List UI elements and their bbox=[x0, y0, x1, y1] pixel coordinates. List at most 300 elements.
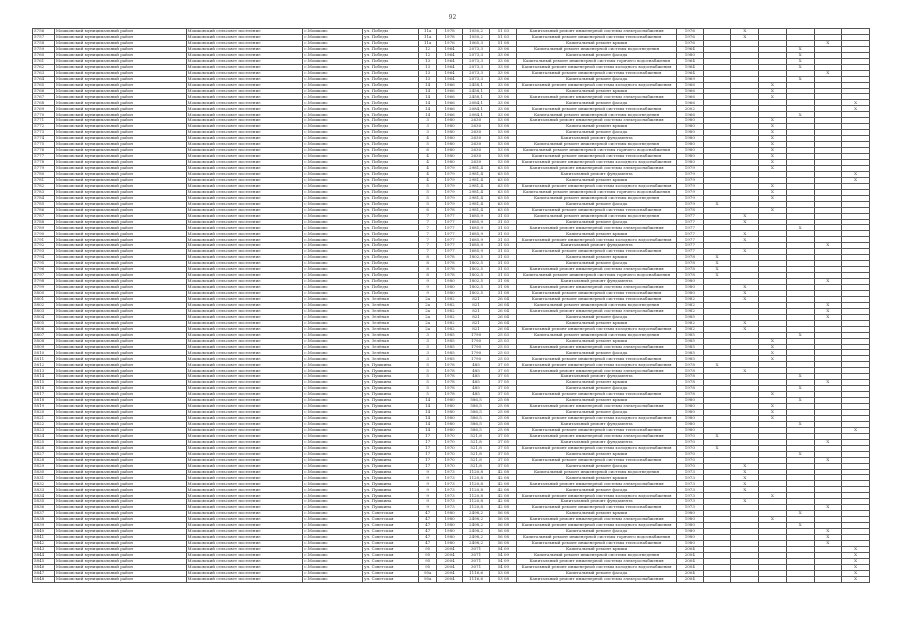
cell-residents: 26 04 bbox=[490, 320, 517, 326]
cell-settlement: Мошковский сельсовет поселение bbox=[186, 546, 303, 552]
cell-settlement: Мошковский сельсовет поселение bbox=[186, 165, 303, 171]
cell-locality: с.Мошково bbox=[303, 64, 363, 70]
cell-municipality: Мошковский муниципальный район bbox=[54, 564, 186, 570]
cell-street: ул. Победы bbox=[363, 273, 419, 279]
cell-settlement: Мошковский сельсовет поселение bbox=[186, 219, 303, 225]
cell-mark-col-1 bbox=[703, 576, 731, 582]
cell-residents: 33 06 bbox=[490, 100, 517, 106]
cell-settlement: Мошковский сельсовет поселение bbox=[186, 40, 303, 46]
cell-year: 2004 bbox=[676, 546, 703, 552]
cell-area: 1120,8 bbox=[462, 475, 490, 481]
cell-house-number: 47 bbox=[418, 535, 437, 541]
cell-settlement: Мошковский сельсовет поселение bbox=[186, 58, 303, 64]
cell-work-type: Капитальный ремонт инженерной системы теплоснабжения bbox=[517, 356, 677, 362]
cell-house-number: 6 bbox=[418, 148, 437, 154]
cell-municipality: Мошковский муниципальный район bbox=[54, 439, 186, 445]
cell-area: 1685,9 bbox=[462, 243, 490, 249]
cell-street: ул. Пушкина bbox=[363, 499, 419, 505]
cell-locality: с.Мошково bbox=[303, 58, 363, 64]
cell-area: 1790 bbox=[462, 344, 490, 350]
cell-street: ул. Победы bbox=[363, 249, 419, 255]
cell-row-number: 5827 bbox=[33, 451, 55, 457]
cell-work-type: Капитальный ремонт инженерной системы теплоснабжения bbox=[517, 207, 677, 213]
cell-build-year: 2004 bbox=[437, 576, 462, 582]
cell-mark-col-3: X bbox=[759, 118, 787, 124]
cell-row-number: 5757 bbox=[33, 34, 55, 40]
cell-mark-col-4: X bbox=[786, 76, 814, 82]
cell-area: 2498,2 bbox=[462, 529, 490, 535]
cell-house-number: 14 bbox=[418, 88, 437, 94]
cell-mark-col-4: X bbox=[786, 386, 814, 392]
cell-settlement: Мошковский сельсовет поселение bbox=[186, 29, 303, 35]
cell-street: ул. Победы bbox=[363, 52, 419, 58]
cell-area: 821 bbox=[462, 296, 490, 302]
cell-build-year: 1985 bbox=[437, 332, 462, 338]
cell-area: 1802,5 bbox=[462, 273, 490, 279]
cell-year: 1980 bbox=[676, 136, 703, 142]
cell-settlement: Мошковский сельсовет поселение bbox=[186, 70, 303, 76]
cell-mark-col-3: X bbox=[759, 159, 787, 165]
cell-build-year: 1970 bbox=[437, 433, 462, 439]
cell-work-type: Капитальный ремонт фасада bbox=[517, 100, 677, 106]
repair-register-table bbox=[32, 28, 870, 583]
cell-build-year: 1964 bbox=[437, 58, 462, 64]
cell-area: 521,8 bbox=[462, 445, 490, 451]
cell-area: 3071 bbox=[462, 558, 490, 564]
cell-row-number: 5770 bbox=[33, 112, 55, 118]
cell-build-year: 1978 bbox=[437, 362, 462, 368]
cell-municipality: Мошковский муниципальный район bbox=[54, 380, 186, 386]
cell-year: 1979 bbox=[676, 195, 703, 201]
cell-settlement: Мошковский сельсовет поселение bbox=[186, 511, 303, 517]
cell-work-type: Капитальный ремонт фасада bbox=[517, 410, 677, 416]
cell-municipality: Мошковский муниципальный район bbox=[54, 231, 186, 237]
cell-row-number: 5785 bbox=[33, 201, 55, 207]
cell-mark-col-3: X bbox=[759, 189, 787, 195]
cell-area: 586,5 bbox=[462, 415, 490, 421]
cell-mark-col-2: X bbox=[731, 231, 759, 237]
cell-area: 1802,5 bbox=[462, 267, 490, 273]
cell-work-type: Капитальный ремонт фасада bbox=[517, 487, 677, 493]
cell-work-type: Капитальный ремонт инженерной системы холодного водоснабжения bbox=[517, 237, 677, 243]
cell-residents: 54 09 bbox=[490, 552, 517, 558]
cell-work-type: Капитальный ремонт инженерной системы теплоснабжения bbox=[517, 249, 677, 255]
cell-year: 1980 bbox=[676, 523, 703, 529]
cell-build-year: 1980 bbox=[437, 142, 462, 148]
cell-build-year: 1978 bbox=[437, 380, 462, 386]
cell-work-type: Капитальный ремонт инженерной системы теплоснабжения bbox=[517, 296, 677, 302]
cell-municipality: Мошковский муниципальный район bbox=[54, 540, 186, 546]
cell-house-number: 14 bbox=[418, 112, 437, 118]
cell-area: 2084,1 bbox=[462, 106, 490, 112]
cell-municipality: Мошковский муниципальный район bbox=[54, 445, 186, 451]
cell-row-number: 5848 bbox=[33, 576, 55, 582]
cell-locality: с.Мошково bbox=[303, 368, 363, 374]
cell-street: ул. Зелёная bbox=[363, 344, 419, 350]
cell-residents: 33 06 bbox=[490, 82, 517, 88]
cell-row-number: 5822 bbox=[33, 421, 55, 427]
cell-work-type: Капитальный ремонт инженерной системы водоотведения bbox=[517, 552, 677, 558]
cell-locality: с.Мошково bbox=[303, 576, 363, 582]
cell-build-year: 1985 bbox=[437, 356, 462, 362]
cell-locality: с.Мошково bbox=[303, 100, 363, 106]
cell-street: ул. Зелёная bbox=[363, 338, 419, 344]
cell-build-year: 2004 bbox=[437, 564, 462, 570]
cell-residents: 37 05 bbox=[490, 451, 517, 457]
cell-mark-col-4: X bbox=[786, 58, 814, 64]
cell-mark-col-2: X bbox=[731, 499, 759, 505]
cell-work-type: Капитальный ремонт фасада bbox=[517, 76, 677, 82]
cell-year: 1982 bbox=[676, 320, 703, 326]
cell-settlement: Мошковский сельсовет поселение bbox=[186, 463, 303, 469]
cell-settlement: Мошковский сельсовет поселение bbox=[186, 64, 303, 70]
cell-row-number: 5767 bbox=[33, 94, 55, 100]
cell-year: 1978 bbox=[676, 374, 703, 380]
cell-area: 485 bbox=[462, 386, 490, 392]
cell-build-year: 1978 bbox=[437, 261, 462, 267]
cell-street: ул. Победы bbox=[363, 243, 419, 249]
cell-mark-col-3: X bbox=[759, 124, 787, 130]
cell-residents: 37 05 bbox=[490, 374, 517, 380]
cell-house-number: 95 bbox=[418, 558, 437, 564]
cell-year: 1980 bbox=[676, 154, 703, 160]
cell-row-number: 5794 bbox=[33, 255, 55, 261]
cell-house-number: 2а bbox=[418, 308, 437, 314]
cell-settlement: Мошковский сельсовет поселение bbox=[186, 356, 303, 362]
cell-work-type: Капитальный ремонт фундамента bbox=[517, 279, 677, 285]
cell-street: ул. Победы bbox=[363, 171, 419, 177]
cell-area: 1802,5 bbox=[462, 255, 490, 261]
cell-area: 2630 bbox=[462, 118, 490, 124]
cell-work-type: Капитальный ремонт инженерной системы электроснабжения bbox=[517, 344, 677, 350]
cell-settlement: Мошковский сельсовет поселение bbox=[186, 118, 303, 124]
cell-residents: 37 05 bbox=[490, 362, 517, 368]
cell-house-number: 2а bbox=[418, 314, 437, 320]
cell-residents: 54 09 bbox=[490, 558, 517, 564]
cell-year: 1966 bbox=[676, 112, 703, 118]
cell-street: ул. Пушкина bbox=[363, 421, 419, 427]
cell-area: 821 bbox=[462, 314, 490, 320]
cell-locality: с.Мошково bbox=[303, 552, 363, 558]
cell-work-type: Капитальный ремонт инженерной системы горячего водоснабжения bbox=[517, 273, 677, 279]
cell-municipality: Мошковский муниципальный район bbox=[54, 427, 186, 433]
cell-locality: с.Мошково bbox=[303, 142, 363, 148]
cell-settlement: Мошковский сельсовет поселение bbox=[186, 136, 303, 142]
cell-settlement: Мошковский сельсовет поселение bbox=[186, 308, 303, 314]
cell-row-number: 5843 bbox=[33, 546, 55, 552]
cell-municipality: Мошковский муниципальный район bbox=[54, 279, 186, 285]
cell-municipality: Мошковский муниципальный район bbox=[54, 344, 186, 350]
cell-residents: 25 03 bbox=[490, 356, 517, 362]
cell-mark-col-4: X bbox=[786, 332, 814, 338]
cell-work-type: Капитальный ремонт инженерной системы холодного водоснабжения bbox=[517, 493, 677, 499]
cell-house-number: 9 bbox=[418, 475, 437, 481]
cell-work-type: Капитальный ремонт инженерной системы водоотведения bbox=[517, 213, 677, 219]
cell-residents: 37 05 bbox=[490, 439, 517, 445]
cell-area: 485 bbox=[462, 374, 490, 380]
cell-build-year: 1964 bbox=[437, 64, 462, 70]
cell-street: ул. Победы bbox=[363, 136, 419, 142]
cell-residents: 51 08 bbox=[490, 40, 517, 46]
cell-work-type: Капитальный ремонт фасада bbox=[517, 201, 677, 207]
cell-residents: 31 03 bbox=[490, 273, 517, 279]
cell-house-number: 14 bbox=[418, 100, 437, 106]
cell-house-number: 17 bbox=[418, 445, 437, 451]
cell-area: 2981,4 bbox=[462, 171, 490, 177]
cell-residents: 31 03 bbox=[490, 213, 517, 219]
cell-area: 2084,1 bbox=[462, 112, 490, 118]
cell-locality: с.Мошково bbox=[303, 219, 363, 225]
cell-mark-col-3: X bbox=[759, 148, 787, 154]
cell-area: 1116,6 bbox=[462, 576, 490, 582]
cell-year: 1980 bbox=[676, 427, 703, 433]
cell-mark-col-3: X bbox=[759, 154, 787, 160]
cell-year: 2004 bbox=[676, 570, 703, 576]
cell-build-year: 1977 bbox=[437, 237, 462, 243]
cell-residents: 56 08 bbox=[490, 511, 517, 517]
cell-locality: с.Мошково bbox=[303, 481, 363, 487]
cell-work-type: Капитальный ремонт инженерной системы электроснабжения bbox=[517, 225, 677, 231]
cell-mark-col-3: X bbox=[759, 404, 787, 410]
cell-house-number: 5 bbox=[418, 142, 437, 148]
cell-row-number: 5782 bbox=[33, 183, 55, 189]
cell-mark-col-3: X bbox=[759, 338, 787, 344]
cell-year: 1980 bbox=[676, 284, 703, 290]
cell-work-type: Капитальный ремонт крыши bbox=[517, 546, 677, 552]
cell-work-type: Капитальный ремонт инженерной системы холодного водоснабжения bbox=[517, 445, 677, 451]
cell-area: 1685,9 bbox=[462, 249, 490, 255]
cell-municipality: Мошковский муниципальный район bbox=[54, 100, 186, 106]
cell-residents: 33 06 bbox=[490, 76, 517, 82]
cell-house-number: 5 bbox=[418, 362, 437, 368]
cell-row-number: 5819 bbox=[33, 404, 55, 410]
cell-work-type: Капитальный ремонт инженерной системы электроснабжения bbox=[517, 118, 677, 124]
cell-municipality: Мошковский муниципальный район bbox=[54, 255, 186, 261]
cell-area: 821 bbox=[462, 302, 490, 308]
cell-settlement: Мошковский сельсовет поселение bbox=[186, 505, 303, 511]
cell-residents: 63 05 bbox=[490, 201, 517, 207]
cell-house-number: 3 bbox=[418, 332, 437, 338]
cell-year: 1980 bbox=[676, 398, 703, 404]
cell-street: ул. Пушкина bbox=[363, 392, 419, 398]
cell-street: ул. Победы bbox=[363, 82, 419, 88]
cell-municipality: Мошковский муниципальный район bbox=[54, 52, 186, 58]
cell-year: 1985 bbox=[676, 332, 703, 338]
cell-locality: с.Мошково bbox=[303, 344, 363, 350]
cell-mark-col-4: X bbox=[786, 398, 814, 404]
cell-residents: 25 08 bbox=[490, 427, 517, 433]
cell-locality: с.Мошково bbox=[303, 517, 363, 523]
cell-area: 586,5 bbox=[462, 404, 490, 410]
cell-municipality: Мошковский муниципальный район bbox=[54, 576, 186, 582]
cell-municipality: Мошковский муниципальный район bbox=[54, 148, 186, 154]
cell-area: 2458,1 bbox=[462, 88, 490, 94]
cell-build-year: 1970 bbox=[437, 463, 462, 469]
cell-locality: с.Мошково bbox=[303, 493, 363, 499]
cell-area: 1685,9 bbox=[462, 225, 490, 231]
cell-work-type: Капитальный ремонт инженерной системы электроснабжения bbox=[517, 576, 677, 582]
cell-street: ул. Пушкина bbox=[363, 398, 419, 404]
cell-locality: с.Мошково bbox=[303, 421, 363, 427]
cell-street: ул. Победы bbox=[363, 70, 419, 76]
cell-area: 1120,8 bbox=[462, 499, 490, 505]
cell-house-number: 5 bbox=[418, 380, 437, 386]
cell-row-number: 5825 bbox=[33, 439, 55, 445]
cell-house-number: 7 bbox=[418, 231, 437, 237]
cell-locality: с.Мошково bbox=[303, 564, 363, 570]
cell-row-number: 5823 bbox=[33, 427, 55, 433]
cell-area: 2981,4 bbox=[462, 183, 490, 189]
cell-work-type: Капитальный ремонт крыши bbox=[517, 124, 677, 130]
cell-street: ул. Победы bbox=[363, 46, 419, 52]
cell-house-number: 17 bbox=[418, 451, 437, 457]
cell-row-number: 5775 bbox=[33, 142, 55, 148]
cell-settlement: Мошковский сельсовет поселение bbox=[186, 255, 303, 261]
cell-settlement: Мошковский сельсовет поселение bbox=[186, 314, 303, 320]
cell-locality: с.Мошково bbox=[303, 159, 363, 165]
cell-municipality: Мошковский муниципальный район bbox=[54, 249, 186, 255]
cell-municipality: Мошковский муниципальный район bbox=[54, 29, 186, 35]
cell-locality: с.Мошково bbox=[303, 29, 363, 35]
cell-build-year: 1982 bbox=[437, 302, 462, 308]
cell-settlement: Мошковский сельсовет поселение bbox=[186, 249, 303, 255]
cell-locality: с.Мошково bbox=[303, 195, 363, 201]
cell-mark-col-4: X bbox=[786, 64, 814, 70]
cell-municipality: Мошковский муниципальный район bbox=[54, 398, 186, 404]
cell-locality: с.Мошково bbox=[303, 410, 363, 416]
cell-mark-col-4: X bbox=[786, 523, 814, 529]
cell-area: 2498,2 bbox=[462, 523, 490, 529]
cell-house-number: 2а bbox=[418, 320, 437, 326]
cell-residents: 26 04 bbox=[490, 326, 517, 332]
cell-settlement: Мошковский сельсовет поселение bbox=[186, 410, 303, 416]
cell-work-type: Капитальный ремонт инженерной системы электроснабжения bbox=[517, 433, 677, 439]
cell-work-type: Капитальный ремонт инженерной системы холодного водоснабжения bbox=[517, 64, 677, 70]
cell-mark-col-2: X bbox=[731, 213, 759, 219]
cell-row-number: 5842 bbox=[33, 540, 55, 546]
cell-residents: 33 06 bbox=[490, 106, 517, 112]
cell-street: ул. Советская bbox=[363, 576, 419, 582]
cell-street: ул. Советская bbox=[363, 552, 419, 558]
cell-street: ул. Победы bbox=[363, 213, 419, 219]
cell-work-type: Капитальный ремонт фасада bbox=[517, 350, 677, 356]
cell-house-number: 17 bbox=[418, 433, 437, 439]
cell-settlement: Мошковский сельсовет поселение bbox=[186, 570, 303, 576]
cell-year: 1985 bbox=[676, 344, 703, 350]
cell-house-number: 17 bbox=[418, 457, 437, 463]
cell-house-number: 4 bbox=[418, 165, 437, 171]
cell-locality: с.Мошково bbox=[303, 308, 363, 314]
cell-build-year: 1973 bbox=[437, 493, 462, 499]
cell-residents: 26 04 bbox=[490, 296, 517, 302]
cell-mark-col-6: X bbox=[842, 171, 870, 177]
cell-settlement: Мошковский сельсовет поселение bbox=[186, 540, 303, 546]
cell-locality: с.Мошково bbox=[303, 183, 363, 189]
cell-area: 2073,3 bbox=[462, 70, 490, 76]
cell-year: 1970 bbox=[676, 433, 703, 439]
cell-street: ул. Пушкина bbox=[363, 487, 419, 493]
cell-area: 1120,8 bbox=[462, 487, 490, 493]
cell-municipality: Мошковский муниципальный район bbox=[54, 284, 186, 290]
cell-year: 1964 bbox=[676, 64, 703, 70]
cell-year: 1980 bbox=[676, 511, 703, 517]
cell-locality: с.Мошково bbox=[303, 284, 363, 290]
cell-municipality: Мошковский муниципальный район bbox=[54, 487, 186, 493]
cell-mark-col-1: X bbox=[703, 362, 731, 368]
cell-row-number: 5780 bbox=[33, 171, 55, 177]
cell-settlement: Мошковский сельсовет поселение bbox=[186, 225, 303, 231]
cell-municipality: Мошковский муниципальный район bbox=[54, 40, 186, 46]
cell-residents: 53 08 bbox=[490, 576, 517, 582]
cell-street: ул. Пушкина bbox=[363, 380, 419, 386]
cell-build-year: 1980 bbox=[437, 427, 462, 433]
cell-year: 1978 bbox=[676, 267, 703, 273]
cell-settlement: Мошковский сельсовет поселение bbox=[186, 368, 303, 374]
cell-work-type: Капитальный ремонт инженерной системы теплоснабжения bbox=[517, 70, 677, 76]
cell-row-number: 5769 bbox=[33, 106, 55, 112]
cell-build-year: 1980 bbox=[437, 535, 462, 541]
cell-row-number: 5818 bbox=[33, 398, 55, 404]
cell-house-number: 8 bbox=[418, 267, 437, 273]
cell-mark-col-4: X bbox=[786, 421, 814, 427]
cell-settlement: Мошковский сельсовет поселение bbox=[186, 344, 303, 350]
cell-build-year: 1980 bbox=[437, 421, 462, 427]
cell-street: ул. Пушкина bbox=[363, 451, 419, 457]
cell-mark-col-3 bbox=[759, 576, 787, 582]
cell-residents: 53 08 bbox=[490, 142, 517, 148]
cell-row-number: 5786 bbox=[33, 207, 55, 213]
cell-work-type: Капитальный ремонт инженерной системы электроснабжения bbox=[517, 368, 677, 374]
cell-area: 1802,5 bbox=[462, 290, 490, 296]
cell-mark-col-2: X bbox=[731, 284, 759, 290]
cell-locality: с.Мошково bbox=[303, 398, 363, 404]
cell-mark-col-4: X bbox=[786, 112, 814, 118]
cell-residents: 33 06 bbox=[490, 88, 517, 94]
cell-row-number: 5807 bbox=[33, 332, 55, 338]
cell-house-number: 47 bbox=[418, 517, 437, 523]
cell-year: 1964 bbox=[676, 70, 703, 76]
cell-locality: с.Мошково bbox=[303, 165, 363, 171]
cell-area: 2981,4 bbox=[462, 195, 490, 201]
cell-area: 485 bbox=[462, 392, 490, 398]
cell-street: ул. Победы bbox=[363, 112, 419, 118]
cell-settlement: Мошковский сельсовет поселение bbox=[186, 195, 303, 201]
cell-work-type: Капитальный ремонт фасада bbox=[517, 314, 677, 320]
cell-year: 1973 bbox=[676, 475, 703, 481]
cell-mark-col-6: X bbox=[842, 177, 870, 183]
cell-work-type: Капитальный ремонт инженерной системы холодного водоснабжения bbox=[517, 564, 677, 570]
cell-settlement: Мошковский сельсовет поселение bbox=[186, 380, 303, 386]
cell-row-number: 5762 bbox=[33, 64, 55, 70]
cell-work-type: Капитальный ремонт инженерной системы водоотведения bbox=[517, 142, 677, 148]
cell-work-type: Капитальный ремонт крыши bbox=[517, 88, 677, 94]
cell-locality: с.Мошково bbox=[303, 290, 363, 296]
cell-house-number: 5 bbox=[418, 392, 437, 398]
cell-residents: 56 08 bbox=[490, 523, 517, 529]
cell-street: ул. Советская bbox=[363, 546, 419, 552]
cell-build-year: 1964 bbox=[437, 70, 462, 76]
cell-build-year: 1977 bbox=[437, 231, 462, 237]
cell-mark-col-6: X bbox=[842, 546, 870, 552]
cell-street: ул. Победы bbox=[363, 148, 419, 154]
cell-municipality: Мошковский муниципальный район bbox=[54, 499, 186, 505]
cell-year: 1977 bbox=[676, 237, 703, 243]
cell-mark-col-2: X bbox=[731, 475, 759, 481]
cell-municipality: Мошковский муниципальный район bbox=[54, 136, 186, 142]
cell-work-type: Капитальный ремонт фасада bbox=[517, 570, 677, 576]
cell-settlement: Мошковский сельсовет поселение bbox=[186, 237, 303, 243]
cell-build-year: 1977 bbox=[437, 225, 462, 231]
